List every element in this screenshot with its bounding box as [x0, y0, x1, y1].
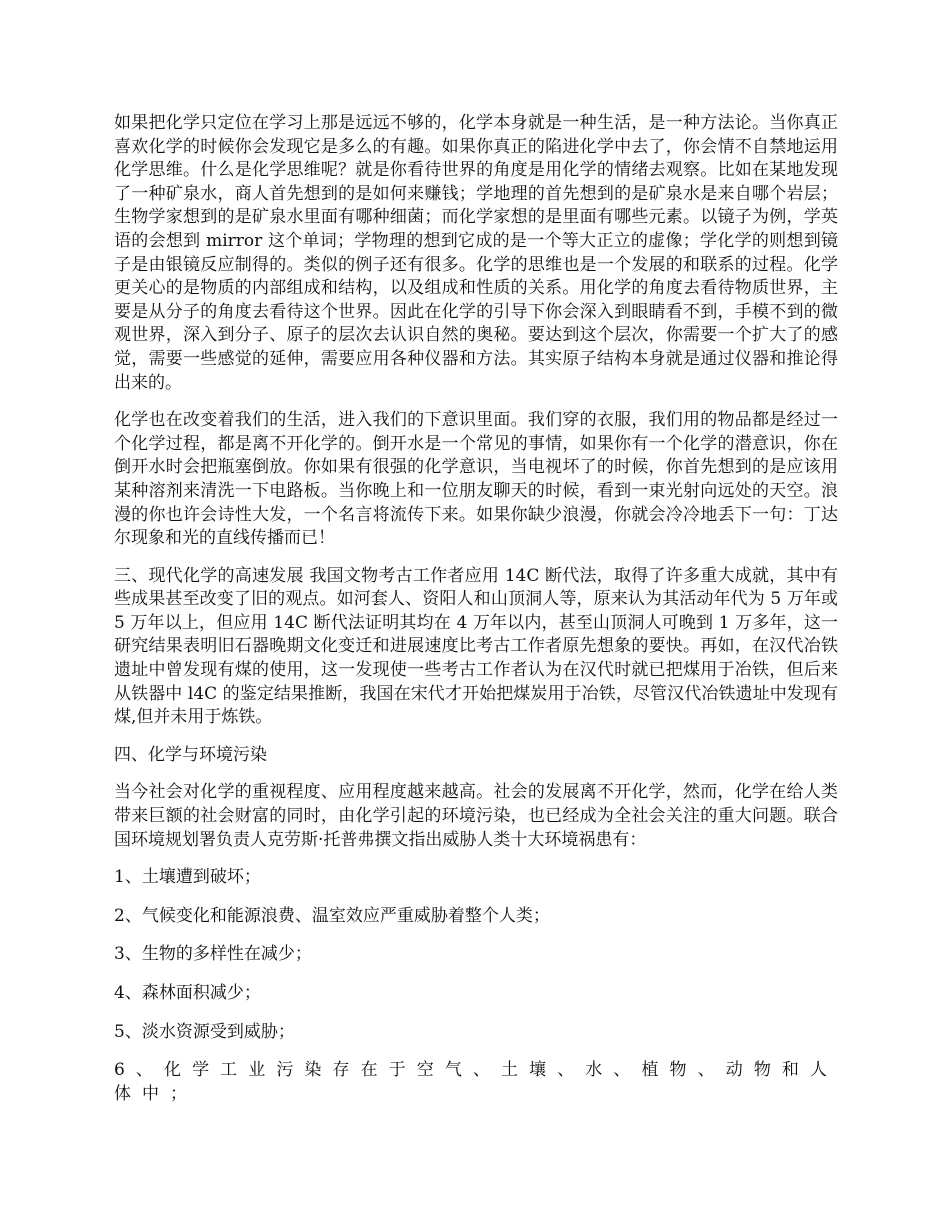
list-item: 4、森林面积减少；: [114, 983, 261, 1003]
list-item: 1、土壤遭到破坏；: [114, 867, 261, 888]
paragraph-modern-chemistry: 三、现代化学的高速发展 我国文物考古工作者应用 14C 断代法，取得了许多重大成就，其中有些成果甚至改变了旧的观点。如河套人、资阳人和山顶洞人等，原来认为其活动年代为 5 万年或 5 万年以上，但应用 14C 断代法证明其均在 4 万年以内，甚至山顶洞人可晚到 1 万多年，这一研究结果表明旧石器晚期文化变迁和进展速度比考古工作者原先想象的要快。再如，在汉代冶铁遗址中曾发现有煤的使用，这一发现使一些考古工作者认为在汉代时就已把煤用于冶铁，但后来从铁器中 l4C 的鉴定结果推断，我国在宋代才开始把煤炭用于冶铁，尽管汉代冶铁遗址中发现有煤,但并未用于炼铁。: [114, 565, 838, 728]
paragraph-chemical-thinking: 如果把化学只定位在学习上那是远远不够的，化学本身就是一种生活，是一种方法论。当你真正喜欢化学的时候你会发现它是多么的有趣。如果你真正的陷进化学中去了，你会情不自禁地运用化学思维。什么是化学思维呢？就是你看待世界的角度是用化学的情绪去观察。比如在某地发现了一种矿泉水，商人首先想到的是如何来赚钱；学地理的首先想到的是矿泉水是来自哪个岩层；生物学家想到的是矿泉水里面有哪种细菌；而化学家想的是里面有哪些元素。以镜子为例，学英语的会想到 mirror 这个单词；学物理的想到它成的是一个等大正立的虚像；学化学的则想到镜子是由银镜反应制得的。类似的例子还有很多。化学的思维也是一个发展的和联系的过程。化学更关心的是物质的内部组成和结构，以及组成和性质的关系。用化学的角度去看待物质世界，主要是从分子的角度去看待这个世界。因此在化学的引导下你会深入到眼睛看不到，手模不到的微观世界，深入到分子、原子的层次去认识自然的奥秘。要达到这个层次，你需要一个扩大了的感觉，需要一些感觉的延伸，需要应用各种仪器和方法。其实原子结构本身就是通过仪器和推论得出来的。: [114, 113, 838, 393]
paragraph-environment-intro: 当今社会对化学的重视程度、应用程度越来越高。社会的发展离不开化学，然而，化学在给人类带来巨额的社会财富的同时，由化学引起的环境污染，也已经成为全社会关注的重大问题。联合国环境规划署负责人克劳斯·托普弗撰文指出威胁人类十大环境祸患有：: [114, 782, 838, 850]
list-item: 2、气候变化和能源浪费、温室效应严重威胁着整个人类；: [114, 905, 550, 926]
list-item: 3、生物的多样性在减少；: [114, 944, 312, 965]
list-item: 6、化学工业污染存在于空气、土壤、水、植物、动物和人体中；: [114, 1060, 838, 1104]
section-heading-environment: 四、化学与环境污染: [114, 744, 267, 765]
paragraph-chemistry-in-life: 化学也在改变着我们的生活，进入我们的下意识里面。我们穿的衣服，我们用的物品都是经过一个化学过程，都是离不开化学的。倒开水是一个常见的事情，如果你有一个化学的潜意识，你在倒开水时会把瓶塞倒放。你如果有很强的化学意识，当电视坏了的时候，你首先想到的是应该用某种溶剂来清洗一下电路板。当你晚上和一位朋友聊天的时候，看到一束光射向远处的天空。浪漫的你也许会诗性大发，一个名言将流传下来。如果你缺少浪漫，你就会冷冷地丢下一句：丁达尔现象和光的直线传播而已！: [114, 410, 838, 549]
document-body: [114, 112, 838, 1121]
list-item: 5、淡水资源受到威胁；: [114, 1021, 295, 1042]
